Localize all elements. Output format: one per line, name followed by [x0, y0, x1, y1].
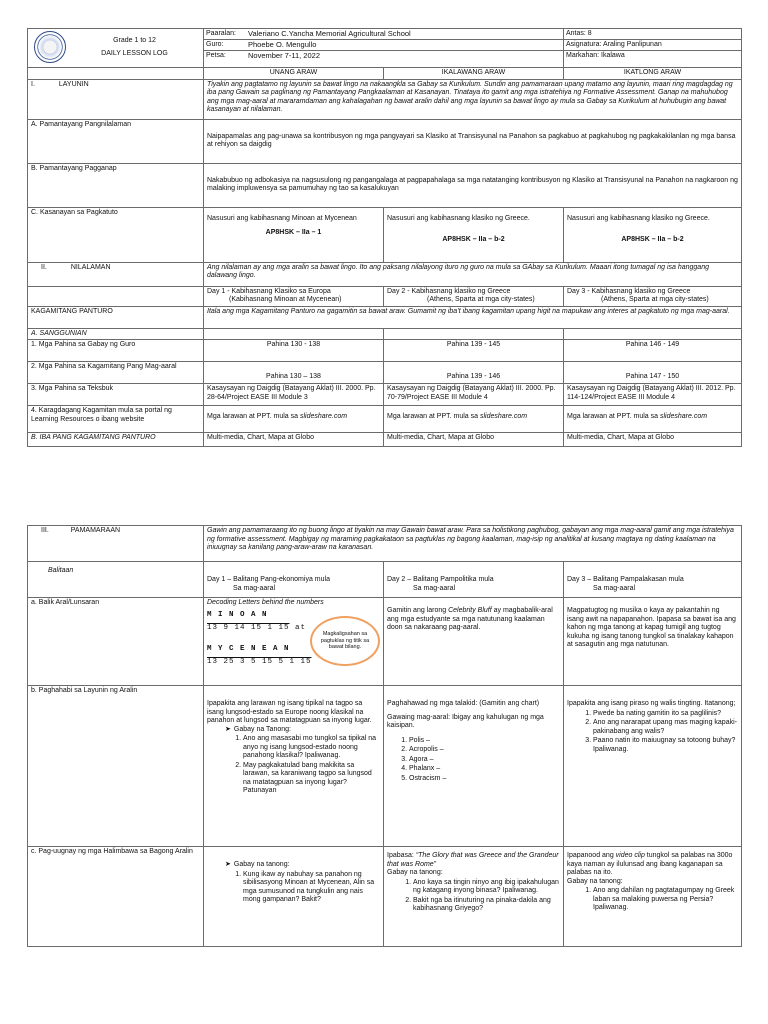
kagamitan-description: Itala ang mga Kagamitang Panturo na gagamitin sa bawat araw. Gumamit ng iba’t ibang kagamitan upang higit na mapukaw ang interes at pagkatuto ng mga mag-aaral. [204, 306, 742, 328]
balitaan-day1: Day 1 – Balitang Pang-ekonomiya mula Sa mag-aaral [204, 562, 384, 598]
day2-header: IKALAWANG ARAW [384, 68, 564, 80]
talakid-phalanx: 4. Phalanx – [409, 765, 560, 774]
kasanayan-day1 [204, 207, 384, 262]
gabay-guro-day2: Pahina 139 - 145 [384, 340, 564, 362]
minoan-numbers: 13 9 14 15 1 15 [207, 623, 290, 632]
balitaan-day2: Day 2 – Balitang Pampolitika mula Sa mag-aaral [384, 562, 564, 598]
talakid-acropolis: 2. Acropolis – [409, 746, 560, 755]
pag-uugnay-day2-q2: 2. Bakit nga ba itinuturing na pinaka-dakila ang kabihasnang Griyego? [413, 897, 560, 914]
lesson-date: November 7-11, 2022 [248, 51, 320, 61]
paghahabi-day1: Ipapakita ang larawan ng isang tipikal na tagpo sa isang lungsod-estado sa Europe noong klasikal na panahon at lungsod sa matatagpuan sa inyong lugar. ➤ Gabay na Tanong: 1. Ano ang masasabi mo tungkol sa tipikal na anyo ng isang lungsod-estado noong panahong klasikal? Ipaliwanag. 2. May pagkakatulad bang makikita sa larawan, sa karaniwang tagpo sa lungsod na matatagpuan sa inyong lugar? Patunayan [204, 686, 384, 847]
kagamitang-mag-aaral-day1: Pahina 130 – 138 [204, 362, 384, 384]
school-label: Paaralan: [206, 29, 236, 37]
lesson-log-table-top [27, 28, 742, 447]
gabay-guro-label: 1. Mga Pahina sa Gabay ng Guro [28, 340, 204, 362]
pag-uugnay-day3: Ipapanood ang video clip tungkol sa palabas na 300o kaya naman ay ilulunsad ang ibang kaganapan sa palabas na ito. Gabay na tanong: 1. Ano ang dahilan ng pagtatagumpay ng Greek laban sa malaking puwersa ng Persia? Ipaliwanag. [564, 847, 742, 947]
sanggunian-label: A. SANGGUNIAN [28, 328, 204, 340]
layunin-heading: I. LAYUNIN [28, 79, 204, 119]
iba-pang-kagamitan-label: B. IBA PANG KAGAMITANG PANTURO [28, 433, 204, 447]
nilalaman-day2: Day 2 - Kabihasnang klasiko ng Greece (Athens, Sparta at mga city-states) [384, 286, 564, 306]
pag-uugnay-day2: Ipabasa: “The Glory that was Greece and the Grandeur that was Rome” Gabay na tanong: 1. Ano kaya sa tingin ninyo ang ibig ipakahulugan ng katagang inyong binasa? Ipaliwanag. 2. Bakit nga ba itinuturing na pinaka-dakila ang kabihasnang Griyego? [384, 847, 564, 947]
nilalaman-description: Ang nilalaman ay ang mga aralin sa bawat lingo. Ito ang paksang nilalayong ituro ng guro na mula sa GAbay sa Kurikulum. Maaari itong tumagal ng isa hanggang dalawang lingo. [204, 262, 742, 286]
paghahabi-day3-q2: 2. Ano ang nararapat upang mas maging kapaki-pakinabang ang walis? [593, 719, 738, 736]
date-label: Petsa: [206, 51, 226, 59]
subject: Asignatura: Araling Panlipunan [566, 40, 662, 48]
nilalaman-day1: Day 1 - Kabihasnang Klasiko sa Europa (Kabihasnang Minoan at Mycenean) [204, 286, 384, 306]
teksbuk-label: 3. Mga Pahina sa Teksbuk [28, 384, 204, 406]
kagamitang-mag-aaral-label: 2. Mga Pahina sa Kagamitang Pang Mag-aaral [28, 362, 204, 384]
hint-bubble: Magkaligsahan sa pagtuklas ng titik sa bawat bilang. [310, 616, 380, 666]
decoding-title: Decoding Letters behind the numbers [207, 599, 324, 606]
gabay-guro-day3: Pahina 146 - 149 [564, 340, 742, 362]
kasanayan-day2-text: Nasusuri ang kabihasnang klasiko ng Greece. [387, 214, 530, 222]
paghahabi-day2: Paghahawad ng mga talakid: (Gamitin ang chart) Gawaing mag-aaral: Ibigay ang kahulugan ng mga kaisipan. 1. Polis – 2. Acropolis – 3. Agora – 4. Phalanx – 5. Ostracism – [384, 686, 564, 847]
grade-level: Antas: 8 [566, 29, 592, 37]
balik-aral-day1 [204, 598, 384, 686]
paghahabi-day1-q1: 1. Ano ang masasabi mo tungkol sa tipikal na anyo ng isang lungsod-estado noong panahong klasikal? Ipaliwanag. [243, 735, 380, 761]
pamantayang-pagganap-label: B. Pamantayang Pagganap [28, 163, 204, 207]
paghahabi-day1-guide: ➤ Gabay na Tanong: [207, 726, 380, 735]
pag-uugnay-label: c. Pag-uugnay ng mga Halimbawa sa Bagong Aralin [28, 847, 204, 947]
day3-header: IKATLONG ARAW [564, 68, 742, 80]
school-name: Valeriano C.Yancha Memorial Agricultural School [248, 29, 411, 39]
lesson-log-table-bottom [27, 525, 742, 947]
paghahabi-day3-q3: 3. Paano natin ito maiuugnay sa totoong buhay? Ipaliwanag. [593, 737, 738, 754]
balik-aral-day3: Magpatugtog ng musika o kaya ay pakantahin ng isang awit na napapanahon. Ipapasa sa bawat isa ang kahon ng mga tanong at kapag tumigil ang tugtog kukuha ng isang tanong tungkol sa tinalakay kahapon at sasagutin ang mga natutunan. [564, 598, 742, 686]
kasanayan-day1-text: Nasusuri ang kabihasnang Minoan at Mycenean [207, 214, 357, 222]
kasanayan-day3-code: AP8HSK – IIa – b-2 [621, 236, 684, 244]
minoan-at: at [295, 623, 307, 632]
teksbuk-day3: Kasaysayan ng Daigdig (Batayang Aklat) III. 2012. Pp. 114-124/Project EASE III Module 4 [564, 384, 742, 406]
kasanayan-label: C. Kasanayan sa Pagkatuto [28, 207, 204, 262]
balitaan-label: Balitaan [28, 562, 204, 598]
kagamitan-heading: KAGAMITANG PANTURO [28, 306, 204, 328]
paghahabi-label: b. Paghahabi sa Layunin ng Aralin [28, 686, 204, 847]
header-meta-cell [564, 29, 742, 68]
paghahabi-day3: Ipapakita ang isang piraso ng walis tingting. Itatanong; 1. Pwede ba nating gamitin ito sa paglilinis? 2. Ano ang nararapat upang mas maging kapaki-pakinabang ang walis? 3. Paano natin ito maiuugnay sa totoong buhay? Ipaliwanag. [564, 686, 742, 847]
talakid-agora: 3. Agora – [409, 756, 560, 765]
teacher-name: Phoebe O. Mengullo [248, 40, 317, 50]
pag-uugnay-day1-q1: 1. Kung ikaw ay nabuhay sa panahon ng sibilisasyong Minoan at Mycenean, Alin sa mga sumusunod na tungkulin ang nais mong gampanan? Bakit? [243, 871, 380, 905]
nilalaman-day3: Day 3 - Kabihasnang klasiko ng Greece (Athens, Sparta at mga city-states) [564, 286, 742, 306]
karagdagang-kagamitan-label: 4. Karagdagang Kagamitan mula sa portal ng Learning Resources o ibang website [28, 406, 204, 433]
kagamitang-mag-aaral-day2: Pahina 139 - 146 [384, 362, 564, 384]
pamamaraan-heading: III. PAMAMARAAN [28, 526, 204, 562]
kasanayan-day3 [564, 207, 742, 262]
header-logo-cell [28, 29, 204, 68]
balik-aral-day2: Gamitin ang larong Celebrity Bluff ay magbabalik-aral ang mga estudyante sa mga natutunang kaalaman doon sa nakaraang pag-aaral. [384, 598, 564, 686]
teacher-label: Guro: [206, 40, 224, 48]
karagdagang-kagamitan-day2: Mga larawan at PPT. mula sa slideshare.com [384, 406, 564, 433]
teksbuk-day2: Kasaysayan ng Daigdig (Batayang Aklat) III. 2000. Pp. 70-79/Project EASE III Module 4 [384, 384, 564, 406]
nilalaman-heading: II. NILALAMAN [28, 262, 204, 286]
pag-uugnay-day2-q1: 1. Ano kaya sa tingin ninyo ang ibig ipakahulugan ng katagang inyong binasa? Ipaliwanag. [413, 879, 560, 896]
quarter: Markahan: Ikalawa [566, 51, 625, 59]
iba-pang-kagamitan-day1: Multi-media, Chart, Mapa at Globo [204, 433, 384, 447]
kasanayan-day2 [384, 207, 564, 262]
header-info-cell [204, 29, 564, 68]
paghahabi-day3-q1: 1. Pwede ba nating gamitin ito sa paglilinis? [593, 710, 738, 719]
kasanayan-day1-code: AP8HSK – IIa – 1 [265, 229, 322, 237]
pamamaraan-description: Gawin ang pamamaraang ito ng buong lingo at tiyakin na may Gawain bawat araw. Para sa holistikong paghubog, gabayan ang mga mag-aaral gamit ang mga istratehiya ng formative assessment. Magbigay ng maraming pagkakataon sa pagtuklas ng bagong kaalaman, mag-isip ng analitikal at kusang magtaya ng dating kaalaman na iniuugnay sa kanilang pang-araw-araw na karanasan. [204, 526, 742, 562]
pamantayang-pagganap-text: Nakabubuo ng adbokasiya na nagsusulong ng pangangalaga at pagpapahalaga sa mga natatanging kontribusyon ng Klasiko at Transisyunal na Panahon na nagkaroon ng malaking impluwensya sa pamumuhay ng tao sa kasalukuyan [204, 163, 742, 207]
balik-aral-label: a. Balik Aral/Lunsaran [28, 598, 204, 686]
deped-seal-icon [34, 31, 66, 63]
karagdagang-kagamitan-day3: Mga larawan at PPT. mula sa slideshare.com [564, 406, 742, 433]
karagdagang-kagamitan-day1: Mga larawan at PPT. mula sa slideshare.com [204, 406, 384, 433]
talakid-polis: 1. Polis – [409, 737, 560, 746]
pamantayang-pangnilalaman-label: A. Pamantayang Pangnilalaman [28, 119, 204, 163]
pag-uugnay-day3-q1: 1. Ano ang dahilan ng pagtatagumpay ng Greek laban sa malaking puwersa ng Persia? Ipaliwanag. [593, 887, 738, 913]
layunin-description: Tiyakin ang pagtatamo ng layunin sa bawat lingo na nakaangkla sa Gabay sa Kurikulum. Sundin ang pamamaraan upang matamo ang layunin, maari ring magdagdag ng iba pang Gawain sa paglinang ng Pamantayang Pangkaalaman at Kasanayan. Tinataya ito gamit ang mga istratehiya ng Formative Assessment. Ganap na mahuhubog ang mga mag-aaral at mararamdaman ang kahalagahan ng bawat aralin dahil ang mga layunin sa bawat lingo ay mula sa Gabay sa Kurikulum at huhubugin ang bawat kasanayan at nilalaman. [204, 79, 742, 119]
paghahabi-day1-q2: 2. May pagkakatulad bang makikita sa larawan, sa karaniwang tagpo sa lungsod na matatagpuan sa inyong lugar? Patunayan [243, 762, 380, 796]
grade-range: Grade 1 to 12 [113, 37, 156, 44]
kagamitang-mag-aaral-day3: Pahina 147 - 150 [564, 362, 742, 384]
teksbuk-day1: Kasaysayan ng Daigdig (Batayang Aklat) III. 2000. Pp. 28-64/Project EASE III Module 3 [204, 384, 384, 406]
kasanayan-day3-text: Nasusuri ang kabihasnang klasiko ng Greece. [567, 214, 710, 222]
balitaan-day3: Day 3 – Balitang Pampalakasan mula Sa mag-aaral [564, 562, 742, 598]
day-header-blank [28, 68, 204, 80]
mycenean-numbers: 13 25 3 5 15 5 1 15 [207, 657, 312, 666]
talakid-ostracism: 5. Ostracism – [409, 775, 560, 784]
pamantayang-pangnilalaman-text: Naipapamalas ang pag-unawa sa kontribusyon ng mga pangyayari sa Klasiko at Transisyunal na Panahon sa pagkabuo at pagkahubog ng pagkakakilanlan ng mga bansa at rehiyon sa daigdig [204, 119, 742, 163]
kasanayan-day2-code: AP8HSK – IIa – b-2 [442, 236, 505, 244]
iba-pang-kagamitan-day3: Multi-media, Chart, Mapa at Globo [564, 433, 742, 447]
iba-pang-kagamitan-day2: Multi-media, Chart, Mapa at Globo [384, 433, 564, 447]
mycenean-letters: M Y C E N E A N [207, 644, 290, 653]
pag-uugnay-day1: ➤ Gabay na tanong: 1. Kung ikaw ay nabuhay sa panahon ng sibilisasyong Minoan at Mycenean, Alin sa mga sumusunod na tungkulin ang nais mong gampanan? Bakit? [204, 847, 384, 947]
log-title: DAILY LESSON LOG [101, 49, 168, 57]
nilalaman-blank [28, 286, 204, 306]
day1-header: UNANG ARAW [204, 68, 384, 80]
gabay-guro-day1: Pahina 130 - 138 [204, 340, 384, 362]
minoan-letters: M I N O A N [207, 610, 268, 619]
